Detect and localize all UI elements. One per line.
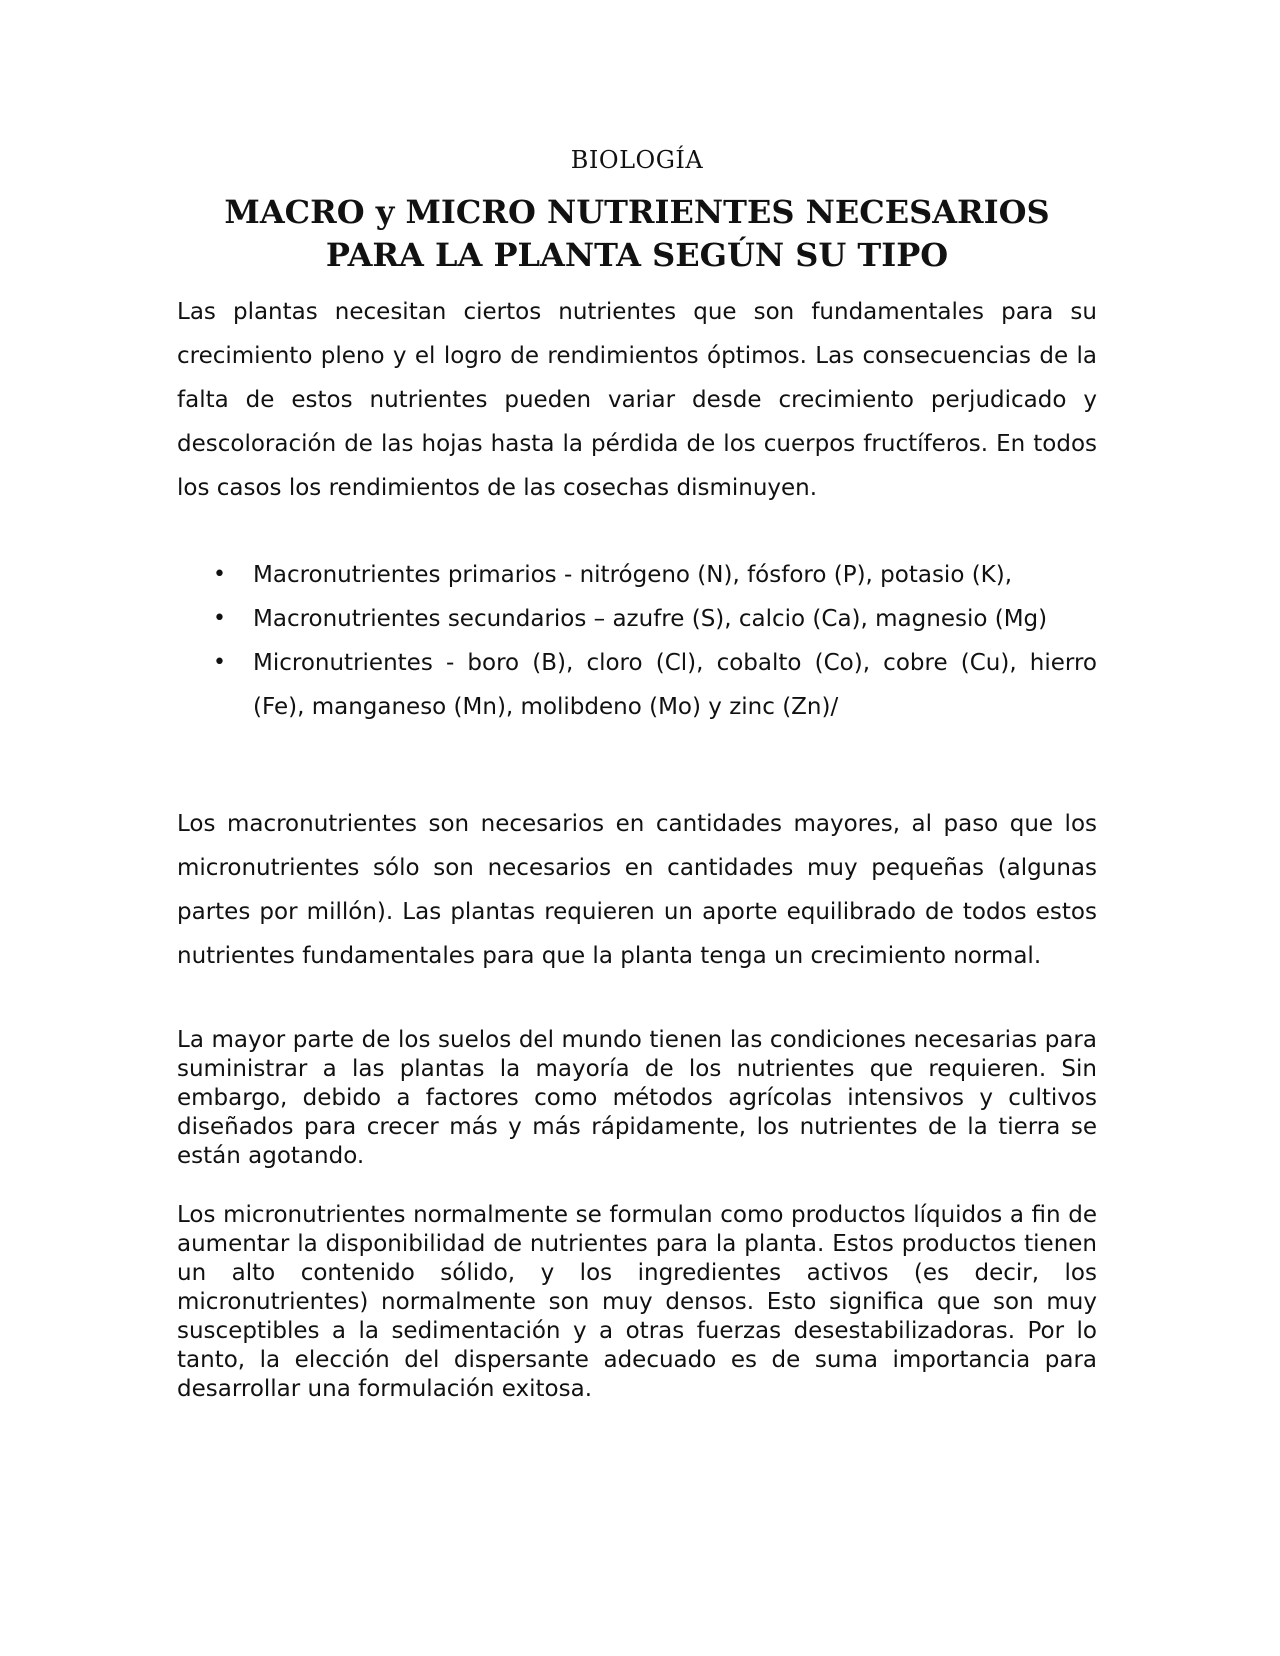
bullet-icon: •: [213, 650, 226, 675]
list-item: [177, 553, 1097, 597]
intro-paragraph: Las plantas necesitan ciertos nutrientes que son fundamentales para su crecimiento pleno y el logro de rendimientos óptimos. Las consecuencias de la falta de estos nutrientes pueden variar desde crecimiento perjudicado y descoloración de las hojas hasta la pérdida de los cuerpos fructíferos. En todos los casos los rendimientos de las cosechas disminuyen.: [177, 299, 1097, 501]
title-line-1: MACRO y MICRO NUTRIENTES NECESARIOS: [224, 193, 1050, 231]
formulation-paragraph: Los micronutrientes normalmente se formulan como productos líquidos a fin de aumentar la disponibilidad de nutrientes para la planta. Estos productos tienen un alto contenido sólido, y los ingredientes activos (es decir, los micronutrientes) normalmente son muy densos. Esto significa que son muy susceptibles a la sedimentación y a otras fuerzas desestabilizadoras. Por lo tanto, la elección del dispersante adecuado es de suma importancia para desarrollar una formulación exitosa.: [177, 1202, 1097, 1402]
title-line-2: PARA LA PLANTA SEGÚN SU TIPO: [325, 236, 949, 274]
list-item-text: Macronutrientes primarios - nitrógeno (N), fósforo (P), potasio (K),: [253, 562, 1013, 588]
nutrient-list: [177, 553, 1097, 729]
soil-paragraph: La mayor parte de los suelos del mundo tienen las condiciones necesarias para suministrar a las plantas la mayoría de los nutrientes que requieren. Sin embargo, debido a factores como métodos agrícolas intensivos y cultivos diseñados para crecer más y más rápidamente, los nutrientes de la tierra se están agotando.: [177, 1027, 1097, 1169]
list-item: [177, 597, 1097, 641]
bullet-icon: •: [213, 562, 226, 587]
bullet-icon: •: [213, 606, 226, 631]
document-title: [177, 191, 1097, 277]
macro-micro-paragraph: Los macronutrientes son necesarios en cantidades mayores, al paso que los micronutrientes sólo son necesarios en cantidades muy pequeñas (algunas partes por millón). Las plantas requieren un aporte equilibrado de todos estos nutrientes fundamentales para que la planta tenga un crecimiento normal.: [177, 811, 1097, 969]
list-item-text: Micronutrientes - boro (B), cloro (Cl), cobalto (Co), cobre (Cu), hierro (Fe), manganeso (Mn), molibdeno (Mo) y zinc (Zn)/: [253, 650, 1097, 720]
list-item: [177, 641, 1097, 729]
list-item-text: Macronutrientes secundarios – azufre (S), calcio (Ca), magnesio (Mg): [253, 606, 1048, 632]
subject-heading: BIOLOGÍA: [570, 146, 704, 174]
